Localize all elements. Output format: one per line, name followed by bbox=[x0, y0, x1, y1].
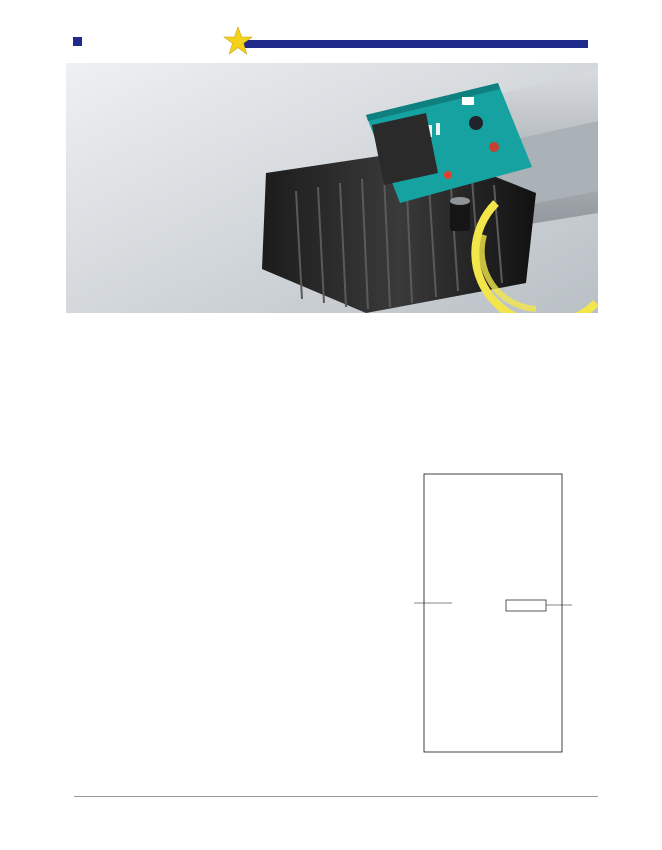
header-rule bbox=[233, 40, 588, 48]
chip-outline bbox=[424, 474, 562, 752]
section-header bbox=[73, 34, 588, 54]
star-icon bbox=[223, 26, 253, 56]
square-bullet-icon bbox=[73, 37, 82, 46]
figure-1 bbox=[428, 438, 598, 772]
amplifier-photo-illustration bbox=[66, 63, 598, 313]
text-column-1 bbox=[74, 324, 242, 328]
diagnostic-block bbox=[506, 600, 546, 611]
block-diagram bbox=[390, 450, 598, 770]
section-title bbox=[73, 34, 88, 52]
footer-rule bbox=[74, 796, 598, 797]
hero-photo bbox=[66, 63, 598, 313]
